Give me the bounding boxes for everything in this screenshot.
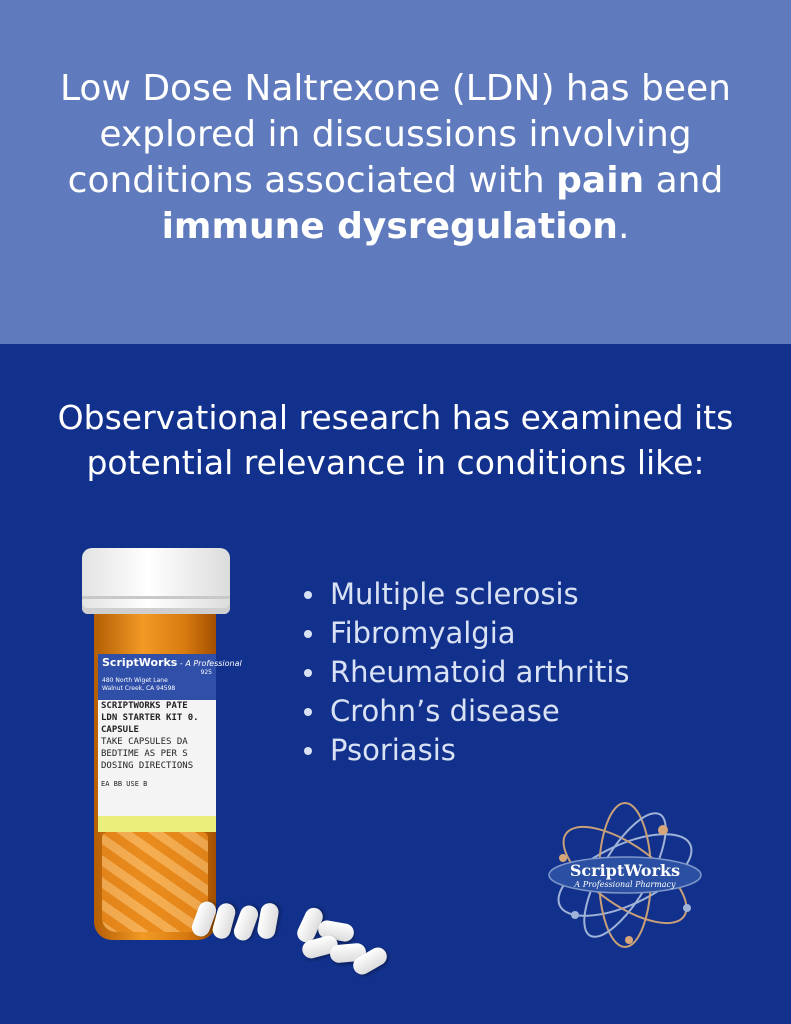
label-phone: 925: [200, 669, 212, 676]
intro-text-3: .: [617, 206, 630, 247]
intro-statement: [40, 66, 751, 250]
list-item: Psoriasis: [300, 731, 630, 770]
label-brand-tag: - A Professional: [177, 659, 242, 668]
capsules-inside: [102, 832, 208, 932]
logo-tagline: A Professional Pharmacy: [574, 880, 676, 889]
list-item: Crohn’s disease: [300, 692, 630, 731]
label-address-1: 480 North Wiget Lane: [102, 677, 168, 684]
label-line: CAPSULE: [101, 725, 139, 735]
bottle-cap: [82, 548, 230, 614]
label-stripe: [98, 816, 216, 832]
label-footer: EA BB USE B: [101, 780, 148, 788]
label-line: TAKE CAPSULES DA: [101, 737, 188, 747]
logo-text: [545, 862, 705, 890]
label-line: SCRIPTWORKS PATE: [101, 701, 188, 711]
intro-text-1: Low Dose Naltrexone (LDN) has been explored in discussions involving conditions associated with: [60, 68, 731, 201]
scriptworks-logo: [545, 800, 705, 950]
research-statement: Observational research has examined its potential relevance in conditions like:: [57, 398, 734, 482]
prescription-label: [98, 654, 242, 832]
label-address-2: Walnut Creek, CA 94598: [102, 685, 176, 692]
list-item: Rheumatoid arthritis: [300, 653, 630, 692]
conditions-list: [300, 575, 630, 770]
intro-emphasis-pain: pain: [556, 160, 645, 201]
list-item: Multiple sclerosis: [300, 575, 630, 614]
label-header: [98, 654, 242, 700]
label-line: BEDTIME AS PER S: [101, 749, 188, 759]
intro-text-2: and: [644, 160, 724, 201]
label-line: DOSING DIRECTIONS: [101, 761, 194, 771]
label-brand: ScriptWorks: [102, 656, 178, 669]
intro-emphasis-immune: immune dysregulation: [161, 206, 618, 247]
logo-name: ScriptWorks: [569, 861, 681, 880]
pill-bottle-image: [80, 548, 240, 948]
label-line: LDN STARTER KIT 0.: [101, 713, 199, 723]
list-item: Fibromyalgia: [300, 614, 630, 653]
